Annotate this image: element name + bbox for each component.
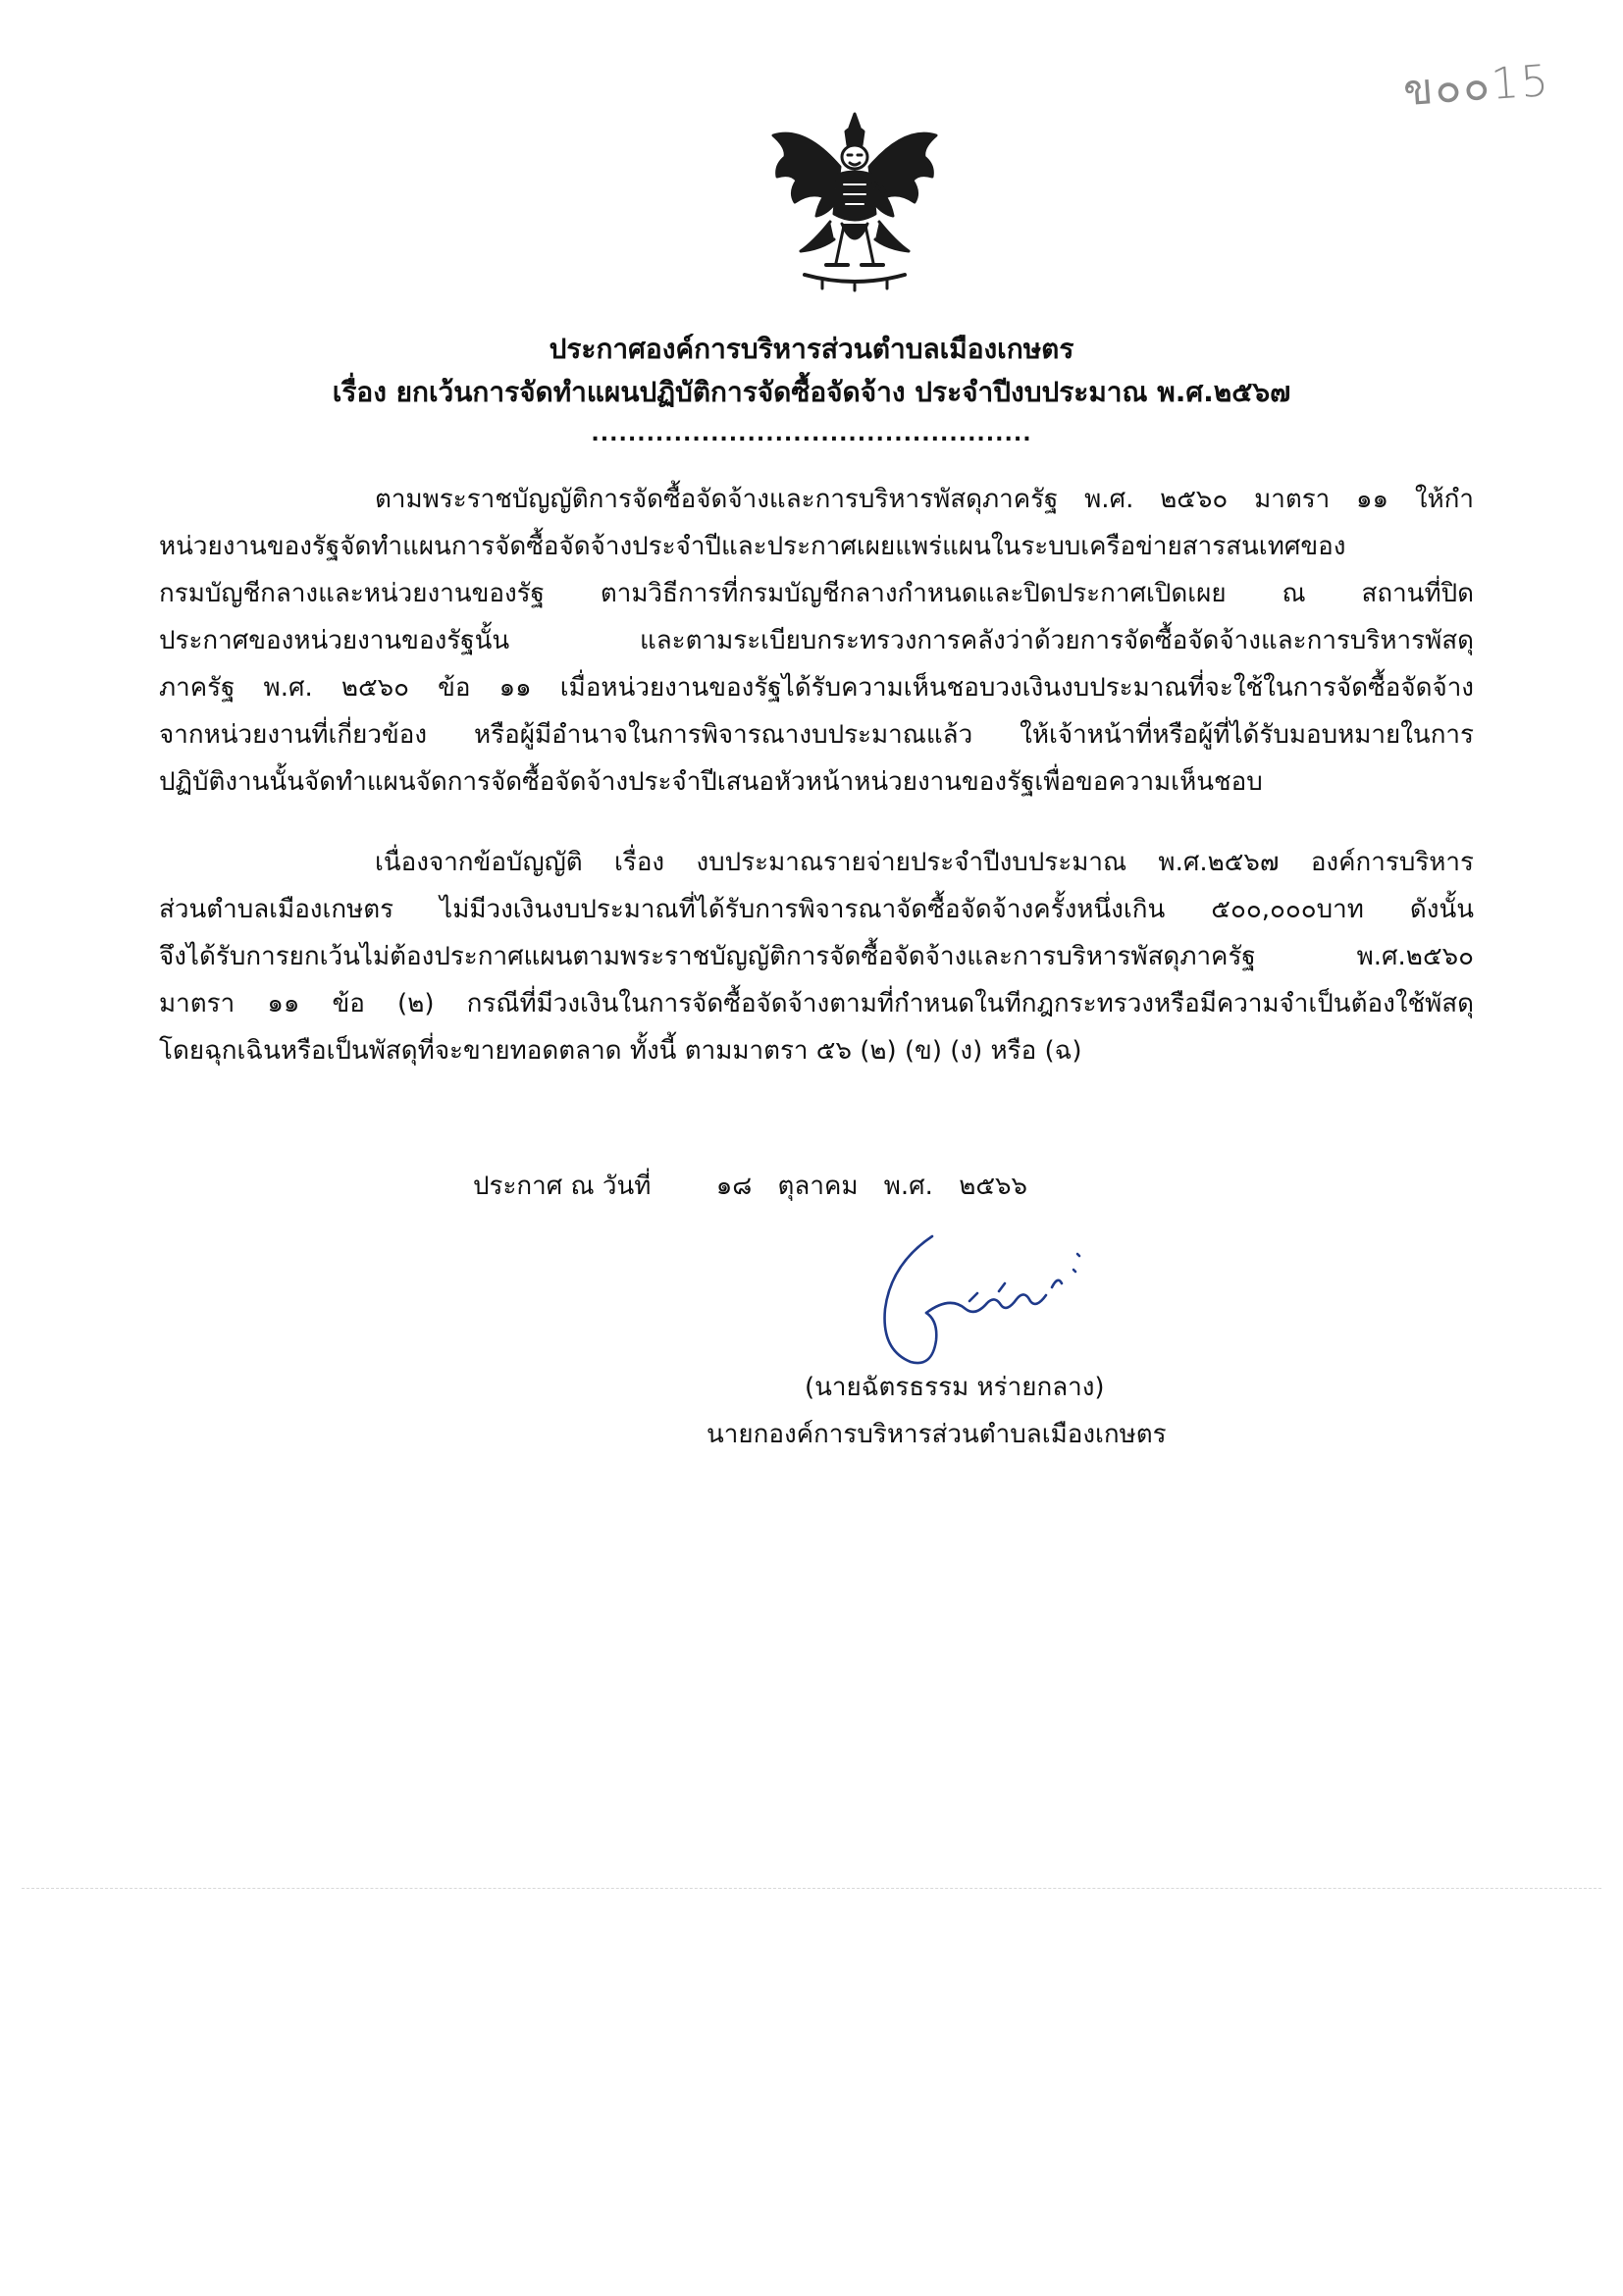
date-prefix: ประกาศ ณ วันที่	[473, 1172, 652, 1201]
paragraph-line: ปฏิบัติงานนั้นจัดทำแผนจัดการจัดซื้อจัดจ้างประจำปีเสนอหัวหน้าหน่วยงานของรัฐเพื่อขอความเห็นชอบ	[159, 767, 1263, 797]
paragraph-line: เนื่องจากข้อบัญญัติ เรื่อง งบประมาณรายจ่ายประจำปีงบประมาณ พ.ศ.๒๕๖๗ องค์การบริหาร	[375, 848, 1474, 877]
paragraph-line: กรมบัญชีกลางและหน่วยงานของรัฐ ตามวิธีการที่กรมบัญชีกลางกำหนดและปิดประกาศเปิดเผย ณ สถานที่ปิด	[159, 579, 1474, 608]
signer-position: นายกองค์การบริหารส่วนตำบลเมืองเกษตร	[707, 1420, 1167, 1449]
paragraph-line: ภาครัฐ พ.ศ. ๒๕๖๐ ข้อ ๑๑ เมื่อหน่วยงานของรัฐได้รับความเห็นชอบวงเงินงบประมาณที่จะใช้ในการจัดซื้อจัดจ้าง	[159, 673, 1474, 703]
paragraph-line: โดยฉุกเฉินหรือเป็นพัสดุที่จะขายทอดตลาด ทั้งนี้ ตามมาตรา ๕๖ (๒) (ข) (ง) หรือ (ฉ)	[159, 1036, 1082, 1066]
body-paragraph-1	[159, 476, 1474, 806]
paragraph-line: ส่วนตำบลเมืองเกษตร ไม่มีวงเงินงบประมาณที่ได้รับการพิจารณาจัดซื้อจัดจ้างครั้งหนึ่งเกิน ๕๐๐,๐๐๐บาท ดังนั้น	[159, 895, 1474, 924]
page-divider	[22, 1888, 1601, 1889]
paragraph-line: มาตรา ๑๑ ข้อ (๒) กรณีที่มีวงเงินในการจัดซื้อจัดจ้างตามที่กำหนดในทีกฎกระทรวงหรือมีความจำเป็นต้องใช้พัสดุ	[159, 989, 1474, 1018]
signer-name: (นายฉัตรธรรม หร่ายกลาง)	[805, 1373, 1105, 1402]
document-title: ประกาศองค์การบริหารส่วนตำบลเมืองเกษตร	[549, 333, 1074, 365]
date-year: ๒๕๖๖	[959, 1172, 1028, 1201]
title-separator: ................................................	[591, 422, 1032, 446]
paragraph-line: ประกาศของหน่วยงานของรัฐนั้น และตามระเบียบกระทรวงการคลังว่าด้วยการจัดซื้อจัดจ้างและการบริหารพัสดุ	[159, 626, 1474, 655]
paragraph-line: หน่วยงานของรัฐจัดทำแผนการจัดซื้อจัดจ้างประจำปีและประกาศเผยแพร่แผนในระบบเครือข่ายสารสนเทศของ	[159, 532, 1346, 561]
handwritten-page-note: ข๐๐15	[1401, 55, 1552, 117]
date-month: ตุลาคม	[777, 1172, 859, 1201]
paragraph-line: จึงได้รับการยกเว้นไม่ต้องประกาศแผนตามพระราชบัญญัติการจัดซื้อจัดจ้างและการบริหารพัสดุภาครัฐ พ.ศ.๒๕๖๐	[159, 942, 1474, 971]
garuda-emblem-icon	[765, 106, 944, 292]
announcement-date	[473, 1166, 1045, 1206]
paragraph-line: จากหน่วยงานที่เกี่ยวข้อง หรือผู้มีอำนาจในการพิจารณางบประมาณแล้ว ให้เจ้าหน้าที่หรือผู้ที่ได้รับมอบหมายในการ	[159, 720, 1474, 750]
date-day: ๑๘	[715, 1172, 753, 1201]
date-era: พ.ศ.	[883, 1172, 933, 1201]
document-subject: เรื่อง ยกเว้นการจัดทำแผนปฏิบัติการจัดซื้อจัดจ้าง ประจำปีงบประมาณ พ.ศ.๒๕๖๗	[332, 376, 1291, 408]
handwritten-signature-icon	[852, 1215, 1107, 1382]
paragraph-line: ตามพระราชบัญญัติการจัดซื้อจัดจ้างและการบริหารพัสดุภาครัฐ พ.ศ. ๒๕๖๐ มาตรา ๑๑ ให้กำ	[375, 485, 1474, 514]
body-paragraph-2	[159, 839, 1474, 1074]
